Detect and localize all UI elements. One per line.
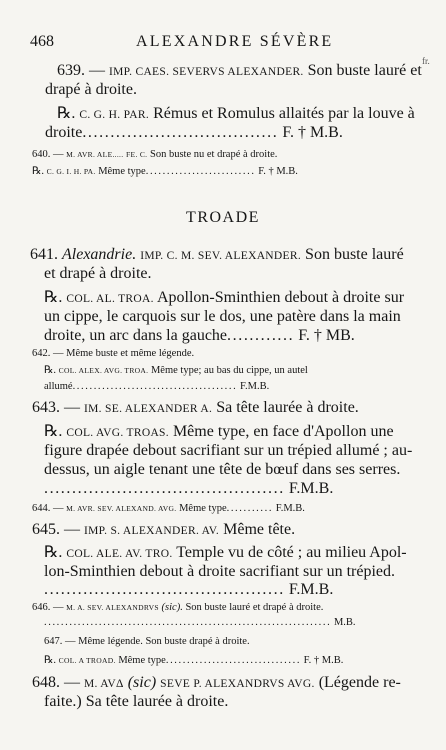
coin-legend: COL. ALEX. AVG. TROA. (58, 366, 149, 375)
entry-641-reverse (44, 288, 404, 309)
entry-text: dessus, un aigle tenant une tête de bœuf dans ses serres. (44, 461, 401, 478)
entry-number: 640. — (32, 149, 64, 160)
entry-number: 648. — (32, 674, 80, 691)
entry-643-reverse (44, 422, 394, 443)
rarity-rating: F.M.B. (275, 503, 305, 514)
page-number: 468 (30, 33, 54, 50)
entry-text: un cippe, le carquois sur le dos, une patère dans la main (44, 308, 401, 325)
margin-note: fr. (422, 56, 430, 66)
reverse-symbol: ℞. (44, 544, 63, 561)
entry-641-obverse-cont (44, 264, 152, 284)
rarity-rating: F. † M.B. (258, 166, 298, 177)
entry-text: Même type (98, 166, 146, 177)
reverse-symbol: ℞. (44, 655, 57, 666)
entry-641-obverse (30, 245, 404, 266)
entry-number: 646. — (32, 602, 64, 613)
entry-641-reverse-cont (44, 307, 401, 327)
entry-text: Même type, en face d'Apollon une (172, 423, 394, 440)
sic-note: (sic). (161, 602, 183, 613)
entry-text: faite.) Sa tête laurée à droite. (44, 693, 229, 710)
entry-647-obverse (44, 635, 250, 649)
entry-number: 639. — (57, 62, 105, 79)
coin-legend: COL. A TROAD. (58, 656, 116, 665)
section-heading: TROADE (186, 209, 260, 226)
leader-dots: ........... (226, 503, 274, 514)
entry-639-reverse-cont (45, 123, 343, 143)
entry-number: 641. (30, 246, 58, 263)
reverse-symbol: ℞. (44, 365, 57, 376)
coin-legend: M. AVR. SEV. ALEXAND. AVG. (66, 504, 177, 513)
reverse-symbol: ℞. (44, 289, 63, 306)
entry-643-reverse-cont2 (44, 460, 400, 480)
leader-dots: ................................... (82, 124, 279, 141)
coin-legend: C. G. I. H. PA. (46, 167, 96, 176)
entry-645-obverse (32, 520, 295, 541)
entry-642-obverse (32, 347, 194, 361)
entry-text: Même type (179, 503, 227, 514)
coin-legend: M. A. SEV. ALEXANDRVS (66, 603, 159, 612)
entry-text: Même légende. Son buste drapé à droite. (78, 636, 250, 647)
entry-text: Même type; au bas du cippe, un autel (150, 365, 308, 376)
entry-text: droite (45, 124, 83, 141)
entry-645-reverse-cont (44, 562, 395, 582)
entry-642-reverse-cont (44, 380, 269, 394)
entry-639-reverse (57, 104, 415, 125)
entry-646-obverse-cont (44, 616, 356, 630)
entry-text: Même type (118, 655, 166, 666)
leader-dots: ............ (227, 327, 295, 344)
entry-text: lon-Sminthien debout à droite sacrifiant sur un trépied. (44, 563, 396, 580)
coin-legend: COL. ALE. AV. TRO. (66, 548, 173, 560)
leader-dots: ................................ (165, 655, 302, 666)
rarity-rating: M.B. (333, 617, 356, 628)
rarity-rating: F.M.B. (288, 480, 334, 497)
coin-legend: IMP. CAES. SEVERVS ALEXANDER. (109, 66, 304, 78)
leader-dots: .................................................................... (44, 617, 332, 628)
coin-legend: M. AVΔ (84, 678, 124, 690)
entry-text: et drapé à droite. (44, 265, 152, 282)
coin-legend: M. AVR. ALE..... (66, 150, 124, 159)
leader-dots: ........................................... (44, 480, 285, 497)
entry-text: droite, un arc dans la gauche (44, 327, 228, 344)
entry-643-obverse (32, 398, 359, 419)
entry-text: Son buste nu et drapé à droite. (149, 149, 278, 160)
rarity-rating: F.M.B. (288, 581, 334, 598)
rarity-rating: F. † M.B. (282, 124, 343, 141)
entry-text: Même tête. (223, 521, 296, 538)
entry-number: 645. — (32, 521, 80, 538)
coin-legend: IM. SE. ALEXANDER A. (84, 403, 213, 415)
entry-641-reverse-cont2 (44, 326, 355, 346)
entry-648-obverse-cont (44, 692, 228, 712)
entry-643-reverse-cont3 (44, 479, 333, 499)
entry-639-obverse (57, 61, 422, 82)
entry-text: Son buste lauré (305, 246, 404, 263)
coin-legend-continued: SEVE P. ALEXANDRVS AVG. (160, 678, 315, 690)
rarity-rating: F. † M.B. (303, 655, 344, 666)
rarity-rating: F. † MB. (298, 327, 355, 344)
city-name: Alexandrie. (62, 246, 137, 263)
entry-647-reverse (44, 654, 343, 668)
entry-646-obverse (32, 601, 323, 615)
running-title: ALEXANDRE SÉVÈRE (136, 33, 334, 50)
entry-number: 642. — (32, 348, 64, 359)
entry-text: Apollon-Sminthien debout à droite sur (156, 289, 405, 306)
reverse-symbol: ℞. (32, 166, 45, 177)
coin-legend: COL. AVG. TROAS. (66, 427, 169, 439)
entry-text: figure drapée debout sacrifiant sur un trépied allumé ; au- (44, 442, 413, 459)
entry-text: Sa tête laurée à droite. (216, 399, 359, 416)
entry-640-reverse (32, 165, 298, 179)
leader-dots: .......................... (145, 166, 256, 177)
leader-dots: ........................................... (44, 581, 285, 598)
entry-text: drapé à droite. (45, 81, 137, 98)
entry-text: Rémus et Romulus allaités par la louve à (153, 105, 415, 122)
entry-number: 644. — (32, 503, 64, 514)
entry-644 (32, 502, 305, 516)
entry-number: 643. — (32, 399, 80, 416)
entry-text: Même buste et même légende. (66, 348, 195, 359)
entry-639-obverse-cont (45, 80, 137, 100)
coin-legend: C. G. H. PAR. (79, 109, 150, 121)
entry-642-reverse (44, 364, 308, 378)
leader-dots: ....................................... (72, 381, 238, 392)
sic-note: (sic) (127, 674, 157, 691)
coin-legend: COL. AL. TROA. (66, 293, 154, 305)
entry-648-obverse (32, 673, 401, 694)
rarity-rating: F.M.B. (239, 381, 270, 392)
entry-645-reverse-cont2 (44, 580, 333, 600)
entry-643-reverse-cont (44, 441, 412, 461)
entry-text: allumé (44, 381, 73, 392)
coin-legend: IMP. S. ALEXANDER. AV. (84, 525, 220, 537)
entry-text: Son buste lauré et drapé à droite. (185, 602, 324, 613)
coin-legend-continued: FE. C. (126, 150, 148, 159)
entry-text: Temple vu de côté ; au milieu Apol- (176, 544, 407, 561)
entry-645-reverse (44, 543, 407, 564)
coin-legend: IMP. C. M. SEV. ALEXANDER. (140, 250, 302, 262)
reverse-symbol: ℞. (44, 423, 63, 440)
entry-number: 647. — (44, 636, 76, 647)
entry-640-obverse (32, 148, 277, 162)
reverse-symbol: ℞. (57, 105, 76, 122)
entry-text: (Légende re- (318, 674, 401, 691)
entry-text: Son buste lauré et (307, 62, 422, 79)
